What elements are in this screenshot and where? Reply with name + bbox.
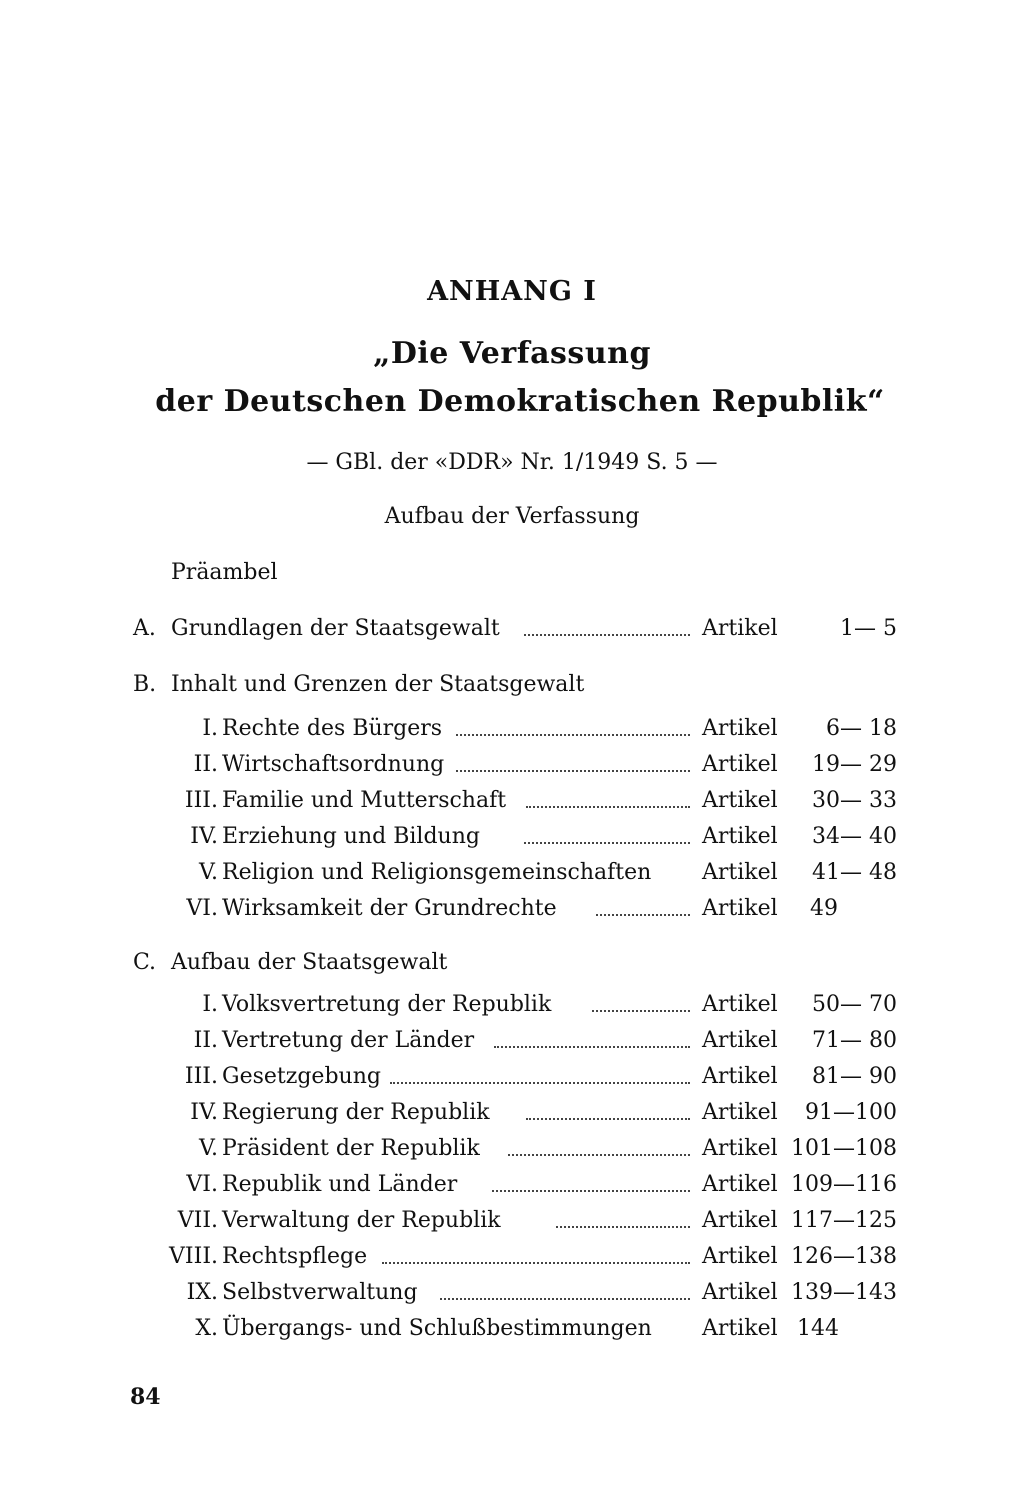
chapter-label: I. xyxy=(202,992,218,1017)
preamble-label: Präambel xyxy=(171,560,278,585)
dot-leader xyxy=(526,1118,690,1120)
chapter-title: Präsident der Republik xyxy=(222,1136,480,1161)
article-range: 91—100 xyxy=(805,1100,897,1125)
chapter-label: V. xyxy=(198,860,218,885)
structure-subtitle: Aufbau der Verfassung xyxy=(384,504,640,529)
article-word: Artikel xyxy=(702,860,778,885)
section-title: Grundlagen der Staatsgewalt xyxy=(171,616,500,641)
chapter-title: Erziehung und Bildung xyxy=(222,824,480,849)
dot-leader xyxy=(494,1046,690,1048)
chapter-label: II. xyxy=(193,752,218,777)
chapter-title: Rechte des Bürgers xyxy=(222,716,443,741)
article-range: 50— 70 xyxy=(812,992,897,1017)
article-range: 81— 90 xyxy=(812,1064,897,1089)
chapter-label: IV. xyxy=(190,824,218,849)
article-range: 49 xyxy=(810,896,838,921)
toc-chapter-b-5 xyxy=(0,860,1024,890)
chapter-title: Wirksamkeit der Grundrechte xyxy=(222,896,557,921)
dot-leader xyxy=(440,1298,690,1300)
chapter-label: VIII. xyxy=(169,1244,218,1269)
dot-leader xyxy=(556,1226,690,1228)
section-title: Inhalt und Grenzen der Staatsgewalt xyxy=(171,672,585,697)
article-range: 144 xyxy=(797,1316,839,1341)
article-word: Artikel xyxy=(702,896,778,921)
chapter-label: VII. xyxy=(177,1208,218,1233)
chapter-label: III. xyxy=(184,788,218,813)
article-word: Artikel xyxy=(702,752,778,777)
article-word: Artikel xyxy=(702,1172,778,1197)
toc-chapter-c-10 xyxy=(0,1316,1024,1346)
preamble-line xyxy=(0,560,1024,590)
chapter-title: Familie und Mutterschaft xyxy=(222,788,507,813)
toc-chapter-c-4 xyxy=(0,1100,1024,1130)
article-word: Artikel xyxy=(702,1280,778,1305)
article-range: 6— 18 xyxy=(826,716,897,741)
dot-leader xyxy=(592,1010,690,1012)
chapter-title: Wirtschaftsordnung xyxy=(222,752,445,777)
article-range: 126—138 xyxy=(791,1244,897,1269)
gazette-citation: — GBl. der «DDR» Nr. 1/1949 S. 5 — xyxy=(306,450,718,475)
constitution-title-line-2: der Deutschen Demokratischen Republik“ xyxy=(155,384,885,419)
toc-section-a xyxy=(0,616,1024,646)
article-word: Artikel xyxy=(702,1100,778,1125)
article-word: Artikel xyxy=(702,616,778,641)
article-word: Artikel xyxy=(702,1028,778,1053)
toc-chapter-c-2 xyxy=(0,1028,1024,1058)
chapter-title: Republik und Länder xyxy=(222,1172,458,1197)
chapter-label: III. xyxy=(184,1064,218,1089)
article-range: 101—108 xyxy=(791,1136,897,1161)
toc-chapter-c-1 xyxy=(0,992,1024,1022)
chapter-title: Selbstverwaltung xyxy=(222,1280,418,1305)
toc-chapter-c-6 xyxy=(0,1172,1024,1202)
article-range: 109—116 xyxy=(791,1172,897,1197)
section-label: B. xyxy=(133,672,157,697)
chapter-label: V. xyxy=(198,1136,218,1161)
chapter-label: II. xyxy=(193,1028,218,1053)
chapter-title: Volksvertretung der Republik xyxy=(222,992,552,1017)
chapter-title: Übergangs- und Schlußbestimmungen xyxy=(222,1316,652,1341)
section-title: Aufbau der Staatsgewalt xyxy=(171,950,448,975)
article-range: 71— 80 xyxy=(812,1028,897,1053)
toc-chapter-b-2 xyxy=(0,752,1024,782)
chapter-title: Rechtspflege xyxy=(222,1244,368,1269)
toc-section-b xyxy=(0,672,1024,702)
article-word: Artikel xyxy=(702,1244,778,1269)
constitution-title-line-1: „Die Verfassung xyxy=(373,336,651,371)
chapter-title: Vertretung der Länder xyxy=(222,1028,475,1053)
dot-leader xyxy=(492,1190,690,1192)
toc-chapter-c-8 xyxy=(0,1244,1024,1274)
toc-chapter-b-1 xyxy=(0,716,1024,746)
toc-chapter-b-4 xyxy=(0,824,1024,854)
article-range: 1— 5 xyxy=(840,616,897,641)
article-word: Artikel xyxy=(702,992,778,1017)
chapter-label: VI. xyxy=(186,1172,218,1197)
chapter-label: I. xyxy=(202,716,218,741)
article-range: 30— 33 xyxy=(812,788,897,813)
article-word: Artikel xyxy=(702,824,778,849)
article-range: 19— 29 xyxy=(812,752,897,777)
dot-leader xyxy=(382,1262,690,1264)
toc-chapter-b-3 xyxy=(0,788,1024,818)
chapter-title: Verwaltung der Republik xyxy=(222,1208,501,1233)
toc-chapter-c-7 xyxy=(0,1208,1024,1238)
article-word: Artikel xyxy=(702,1064,778,1089)
dot-leader xyxy=(526,806,690,808)
toc-chapter-b-6 xyxy=(0,896,1024,926)
toc-section-c xyxy=(0,950,1024,980)
appendix-heading: ANHANG I xyxy=(427,276,597,307)
chapter-label: VI. xyxy=(186,896,218,921)
dot-leader xyxy=(508,1154,690,1156)
article-word: Artikel xyxy=(702,788,778,813)
dot-leader xyxy=(524,634,690,636)
toc-chapter-c-5 xyxy=(0,1136,1024,1166)
article-range: 34— 40 xyxy=(812,824,897,849)
page-number: 84 xyxy=(130,1384,161,1410)
article-word: Artikel xyxy=(702,1208,778,1233)
dot-leader xyxy=(390,1082,690,1084)
chapter-title: Gesetzgebung xyxy=(222,1064,381,1089)
article-word: Artikel xyxy=(702,716,778,741)
article-range: 41— 48 xyxy=(812,860,897,885)
dot-leader xyxy=(456,770,690,772)
chapter-label: X. xyxy=(195,1316,218,1341)
article-word: Artikel xyxy=(702,1136,778,1161)
dot-leader xyxy=(596,914,690,916)
dot-leader xyxy=(524,842,690,844)
section-label: C. xyxy=(133,950,157,975)
section-label: A. xyxy=(133,616,156,641)
article-range: 139—143 xyxy=(791,1280,897,1305)
article-range: 117—125 xyxy=(791,1208,897,1233)
chapter-title: Regierung der Republik xyxy=(222,1100,490,1125)
chapter-label: IV. xyxy=(190,1100,218,1125)
toc-chapter-c-3 xyxy=(0,1064,1024,1094)
dot-leader xyxy=(456,734,690,736)
toc-chapter-c-9 xyxy=(0,1280,1024,1310)
article-word: Artikel xyxy=(702,1316,778,1341)
chapter-title: Religion und Religionsgemeinschaften xyxy=(222,860,652,885)
chapter-label: IX. xyxy=(186,1280,218,1305)
